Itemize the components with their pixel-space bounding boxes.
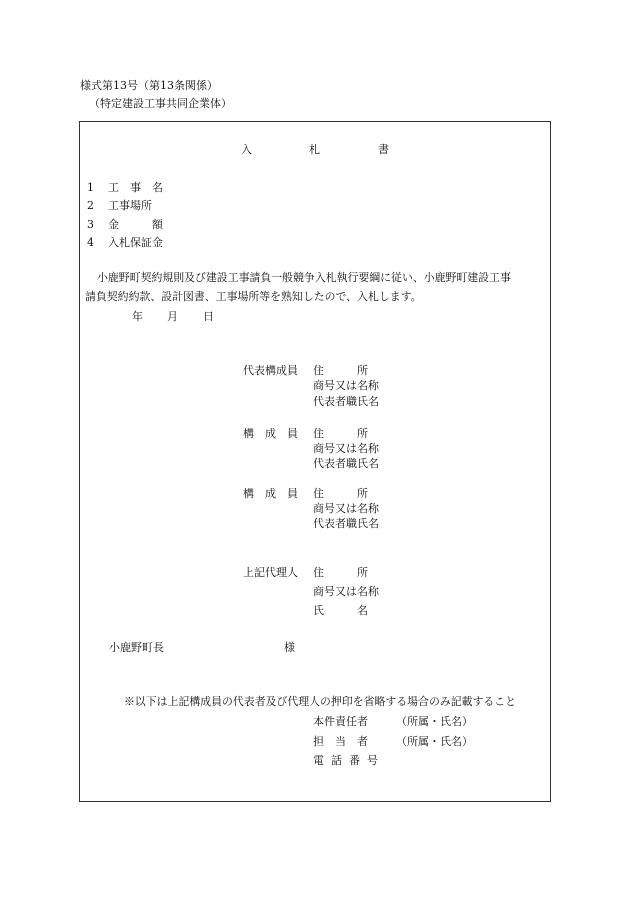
- field-address: 住 所: [313, 487, 368, 500]
- field-company: 商号又は名称: [313, 442, 379, 455]
- item-label: 入札保証金: [108, 236, 163, 249]
- party-role: 構 成 員: [243, 487, 298, 500]
- note-row-value: （所属・氏名）: [396, 715, 473, 728]
- field-representative: 代表者職氏名: [313, 395, 379, 408]
- form-number: 様式第13号（第13条関係）: [80, 79, 218, 92]
- field-address: 住 所: [313, 566, 368, 579]
- item-label: 工 事 名: [108, 181, 163, 194]
- item-number: 4: [87, 236, 94, 249]
- party-role: 上記代理人: [243, 566, 298, 579]
- field-company: 商号又は名称: [313, 502, 379, 515]
- date-day: 日: [203, 310, 214, 323]
- date-year: 年: [132, 310, 143, 323]
- note-text: ※以下は上記構成員の代表者及び代理人の押印を省略する場合のみ記載すること: [124, 695, 517, 708]
- field-representative: 代表者職氏名: [313, 457, 379, 470]
- field-representative: 代表者職氏名: [313, 517, 379, 530]
- form-subtitle: （特定建設工事共同企業体）: [89, 97, 232, 110]
- item-number: 1: [87, 181, 94, 194]
- item-label: 金 額: [108, 218, 163, 231]
- field-address: 住 所: [313, 364, 368, 377]
- title-char-3: 書: [378, 143, 389, 156]
- title-char-1: 入: [241, 143, 252, 156]
- field-address: 住 所: [313, 427, 368, 440]
- party-role: 代表構成員: [243, 364, 298, 377]
- item-label: 工事場所: [108, 199, 152, 212]
- field-company: 商号又は名称: [313, 585, 379, 598]
- date-month: 月: [167, 310, 178, 323]
- field-company: 商号又は名称: [313, 379, 379, 392]
- note-row-label: 電話番号: [313, 754, 385, 767]
- body-line-1: 小鹿野町契約規則及び建設工事請負一般競争入札執行要綱に従い、小鹿野町建設工事: [97, 271, 511, 284]
- party-role: 構 成 員: [243, 427, 298, 440]
- addressee-honorific: 様: [284, 641, 295, 654]
- item-number: 2: [87, 199, 94, 212]
- note-row-value: （所属・氏名）: [396, 735, 473, 748]
- note-row-label: 本件責任者: [313, 715, 368, 728]
- body-line-2: 請負契約約款、設計図書、工事場所等を熟知したので、入札します。: [85, 290, 422, 303]
- title-char-2: 札: [309, 143, 320, 156]
- addressee-name: 小鹿野町長: [109, 641, 164, 654]
- field-name: 氏 名: [313, 604, 368, 617]
- item-number: 3: [87, 218, 94, 231]
- note-row-label: 担 当 者: [313, 735, 368, 748]
